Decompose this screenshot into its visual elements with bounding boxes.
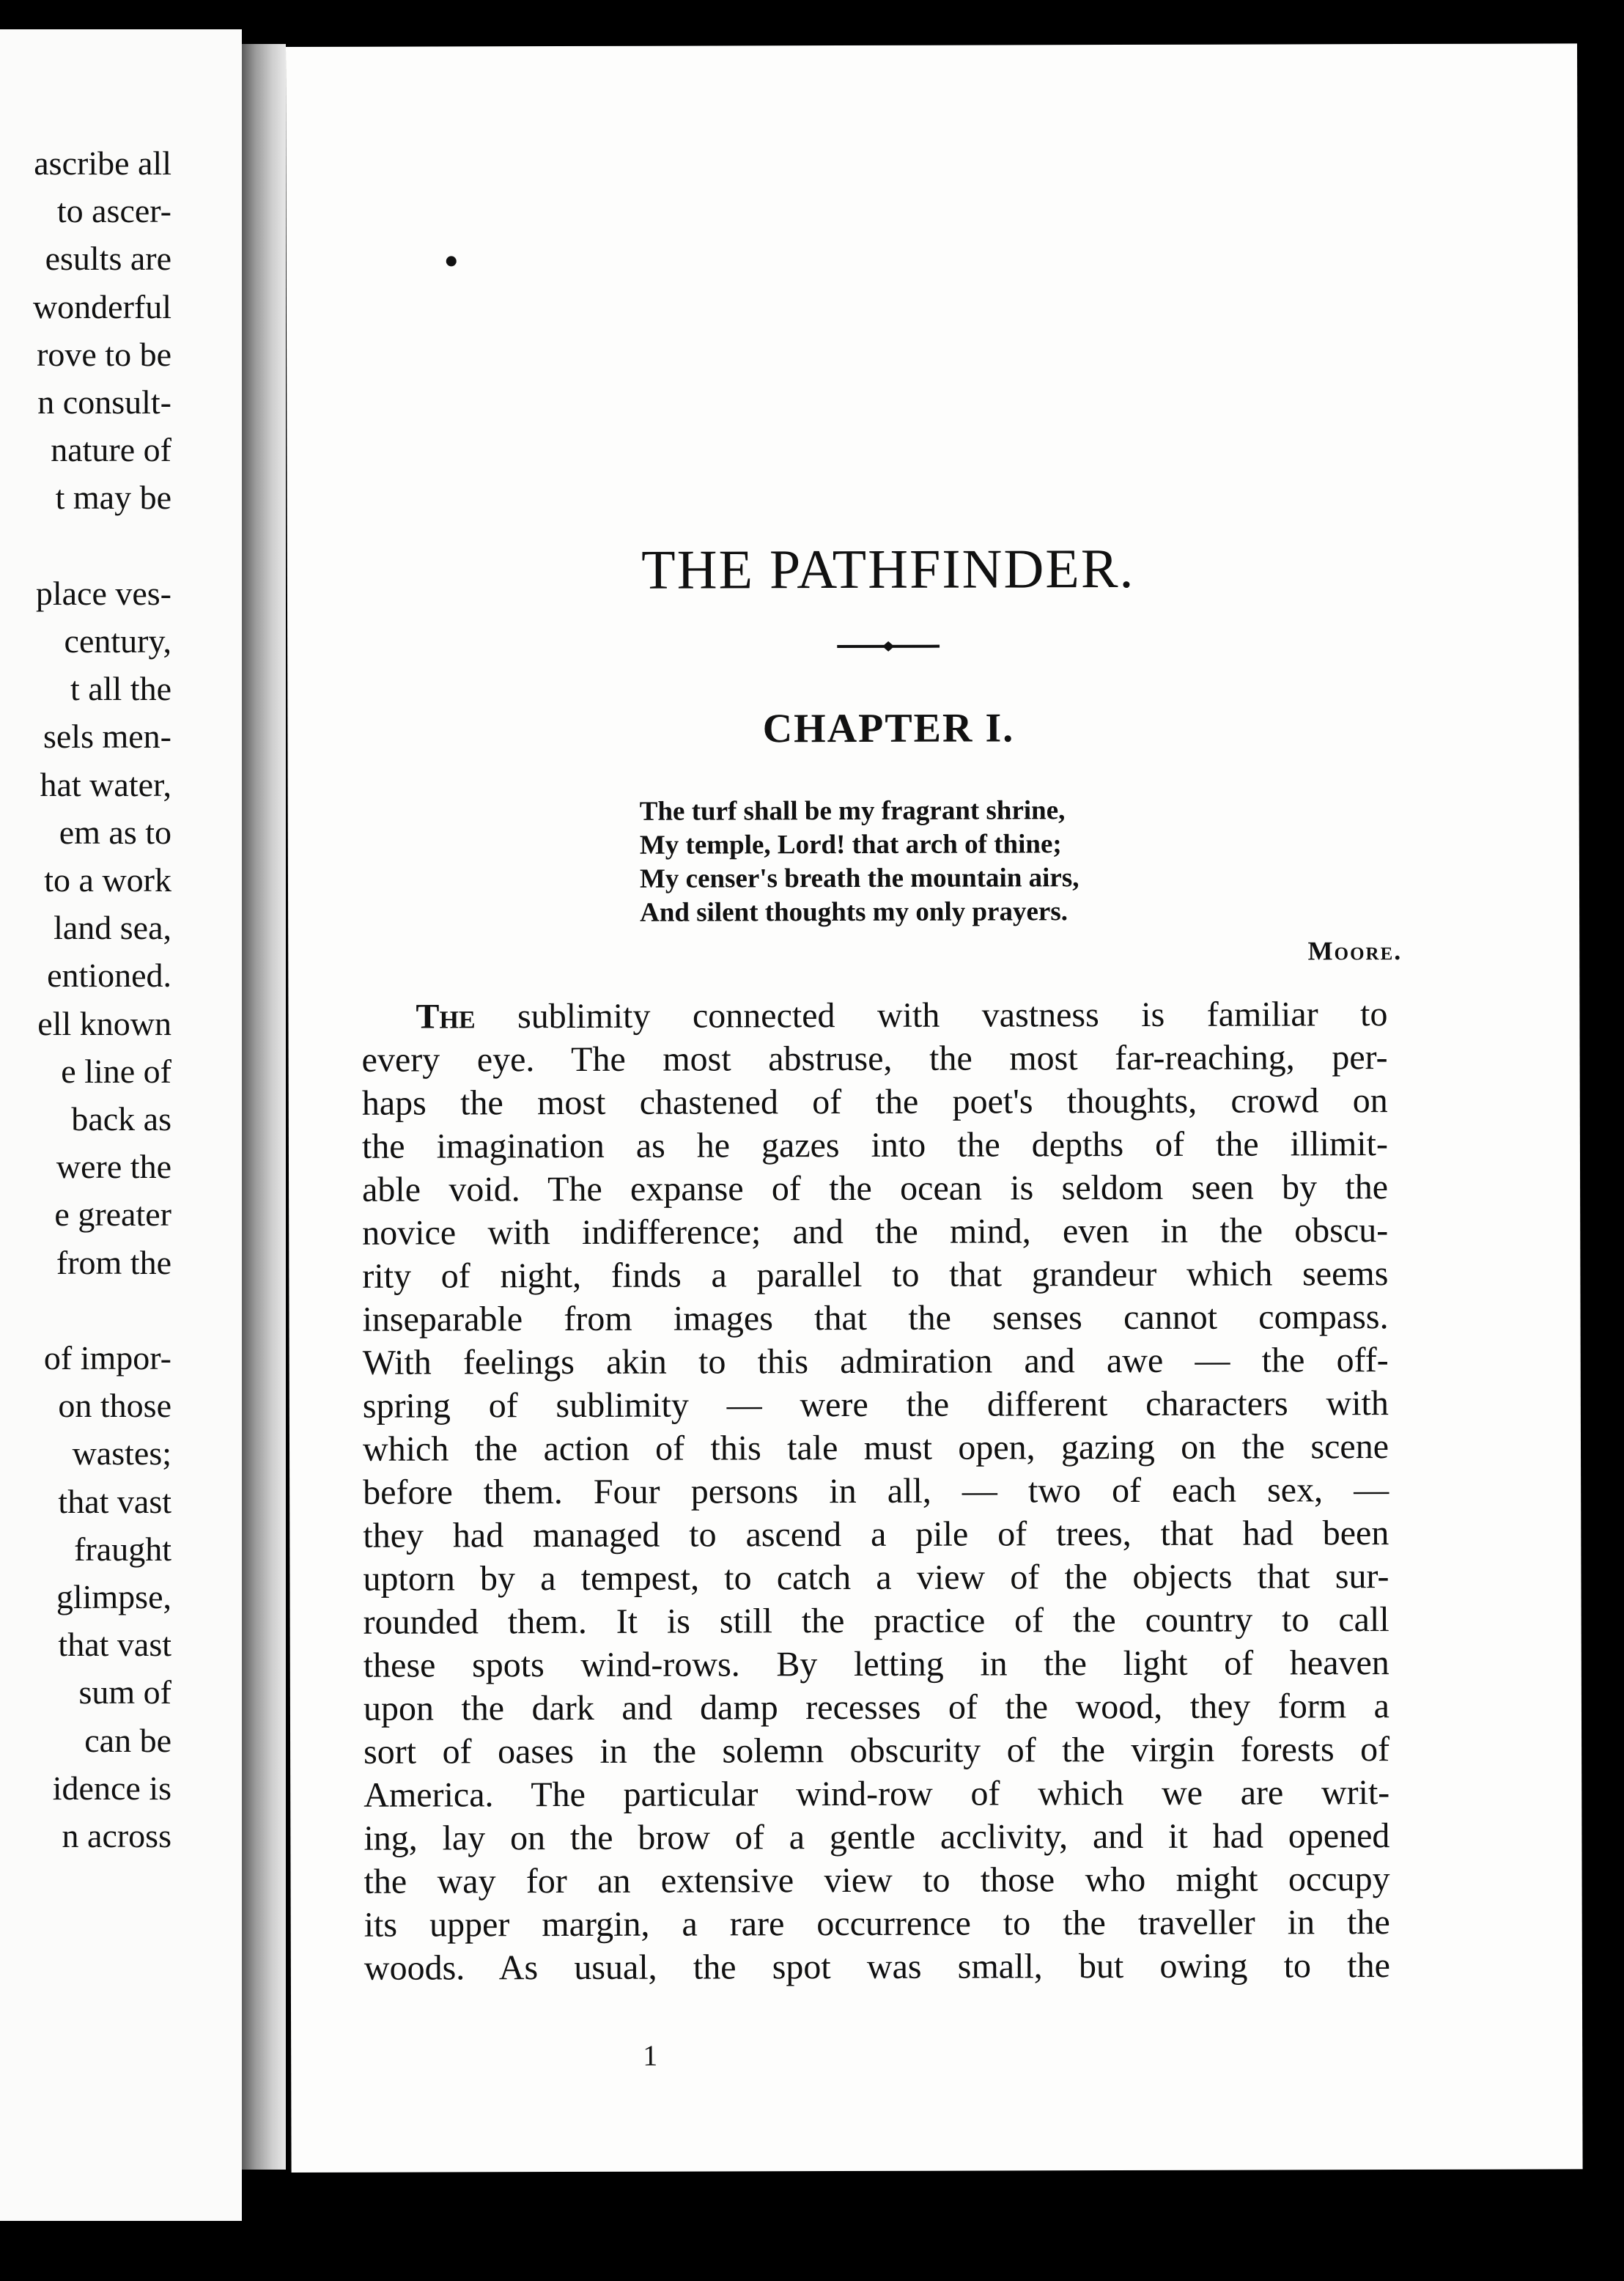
left-page-line: ell known [37, 1004, 171, 1042]
body-line: every eye. The most abstruse, the most far-reaching, per- [361, 1038, 1388, 1080]
left-page-line: wonderful [32, 287, 171, 325]
body-line: before them. Four persons in all, — two of each sex, — [363, 1470, 1389, 1512]
left-page-line: entioned. [47, 957, 171, 995]
left-page-line: wastes; [72, 1434, 171, 1473]
left-page-line: t may be [55, 479, 171, 517]
left-page-line: glimpse, [56, 1578, 171, 1615]
left-page-line: can be [84, 1721, 171, 1759]
body-line: woods. As usual, the spot was small, but owing to the [363, 1946, 1390, 1988]
left-page-line: sum of [78, 1673, 171, 1711]
body-line: they had managed to ascend a pile of trees, that had been [363, 1514, 1389, 1555]
chapter-heading: CHAPTER I. [762, 705, 1015, 752]
left-page-line: e greater [54, 1195, 171, 1234]
body-line: upon the dark and damp recesses of the wood, they form a [363, 1687, 1390, 1728]
body-line: With feelings akin to this admiration and awe — the off- [362, 1341, 1389, 1382]
left-page-line: land sea, [53, 909, 171, 947]
body-line: rity of night, finds a parallel to that grandeur which seems [362, 1254, 1389, 1296]
body-line: these spots wind-rows. By letting in the light of heaven [363, 1643, 1389, 1685]
epigraph-line: The turf shall be my fragrant shrine, [639, 795, 1066, 827]
left-page-line: were the [56, 1148, 171, 1186]
left-page-line: on those [58, 1387, 171, 1425]
left-page-line: ascribe all [34, 144, 171, 182]
ink-dot [446, 256, 457, 266]
body-text [361, 992, 1390, 1990]
body-line: ing, lay on the brow of a gentle acclivity, and it had opened [363, 1816, 1390, 1858]
left-page-line: rove to be [37, 335, 171, 373]
epigraph-line: My temple, Lord! that arch of thine; [639, 829, 1062, 861]
epigraph-attribution: Moore. [1307, 936, 1403, 966]
body-line: its upper margin, a rare occurrence to the traveller in the [363, 1903, 1390, 1945]
left-page-line: that vast [58, 1482, 171, 1520]
left-page-line: of impor- [43, 1339, 171, 1377]
body-line: novice with indifference; and the mind, even in the obscu- [362, 1211, 1389, 1253]
body-line: the way for an extensive view to those who might occupy [363, 1860, 1390, 1901]
opening-word: The [416, 997, 476, 1036]
book-title: THE PATHFINDER. [641, 537, 1135, 601]
epigraph-line: And silent thoughts my only prayers. [640, 896, 1068, 928]
body-line: uptorn by a tempest, to catch a view of the objects that sur- [363, 1557, 1389, 1599]
left-page-line: esults are [45, 240, 171, 278]
left-page-line: place ves- [35, 574, 171, 612]
body-line: haps the most chastened of the poet's thoughts, crowd on [361, 1081, 1388, 1123]
body-line: which the action of this tale must open, gazing on the scene [362, 1427, 1389, 1469]
left-page-line: from the [56, 1243, 171, 1281]
left-page-line: em as to [59, 813, 171, 851]
left-page-line: t all the [70, 670, 171, 708]
title-ornament [837, 641, 940, 652]
left-page-line: e line of [61, 1052, 171, 1090]
book-page [286, 43, 1583, 2173]
body-line [361, 992, 1387, 1039]
book-gutter [242, 44, 286, 2170]
left-page-line: hat water, [40, 765, 171, 803]
epigraph-line: My censer's breath the mountain airs, [639, 863, 1079, 894]
left-page-line: to ascer- [56, 192, 171, 230]
body-line: sort of oases in the solemn obscurity of the virgin forests of [363, 1730, 1390, 1772]
body-line: the imagination as he gazes into the depths of the illimit- [361, 1124, 1388, 1166]
left-page-line: nature of [51, 431, 171, 469]
previous-page [0, 29, 242, 2221]
body-line: rounded them. It is still the practice of the country to call [363, 1600, 1389, 1642]
left-page-line: idence is [52, 1769, 171, 1807]
left-page-line: back as [71, 1100, 171, 1138]
body-line-text: sublimity connected with vastness is familiar to [475, 995, 1388, 1036]
left-page-line: century, [64, 622, 171, 660]
body-line: spring of sublimity — were the different characters with [362, 1384, 1389, 1426]
left-page-line: that vast [58, 1626, 171, 1664]
body-line: America. The particular wind-row of which we are writ- [363, 1773, 1390, 1815]
page-number: 1 [643, 2038, 658, 2072]
left-page-line: n consult- [37, 383, 171, 421]
left-page-line: to a work [44, 861, 171, 899]
left-page-line: fraught [74, 1530, 171, 1568]
epigraph [640, 794, 1226, 930]
body-line: able void. The expanse of the ocean is seldom seen by the [362, 1168, 1389, 1209]
body-line: inseparable from images that the senses cannot compass. [362, 1297, 1389, 1339]
left-page-line: n across [62, 1817, 171, 1854]
left-page-line: sels men- [43, 718, 171, 756]
